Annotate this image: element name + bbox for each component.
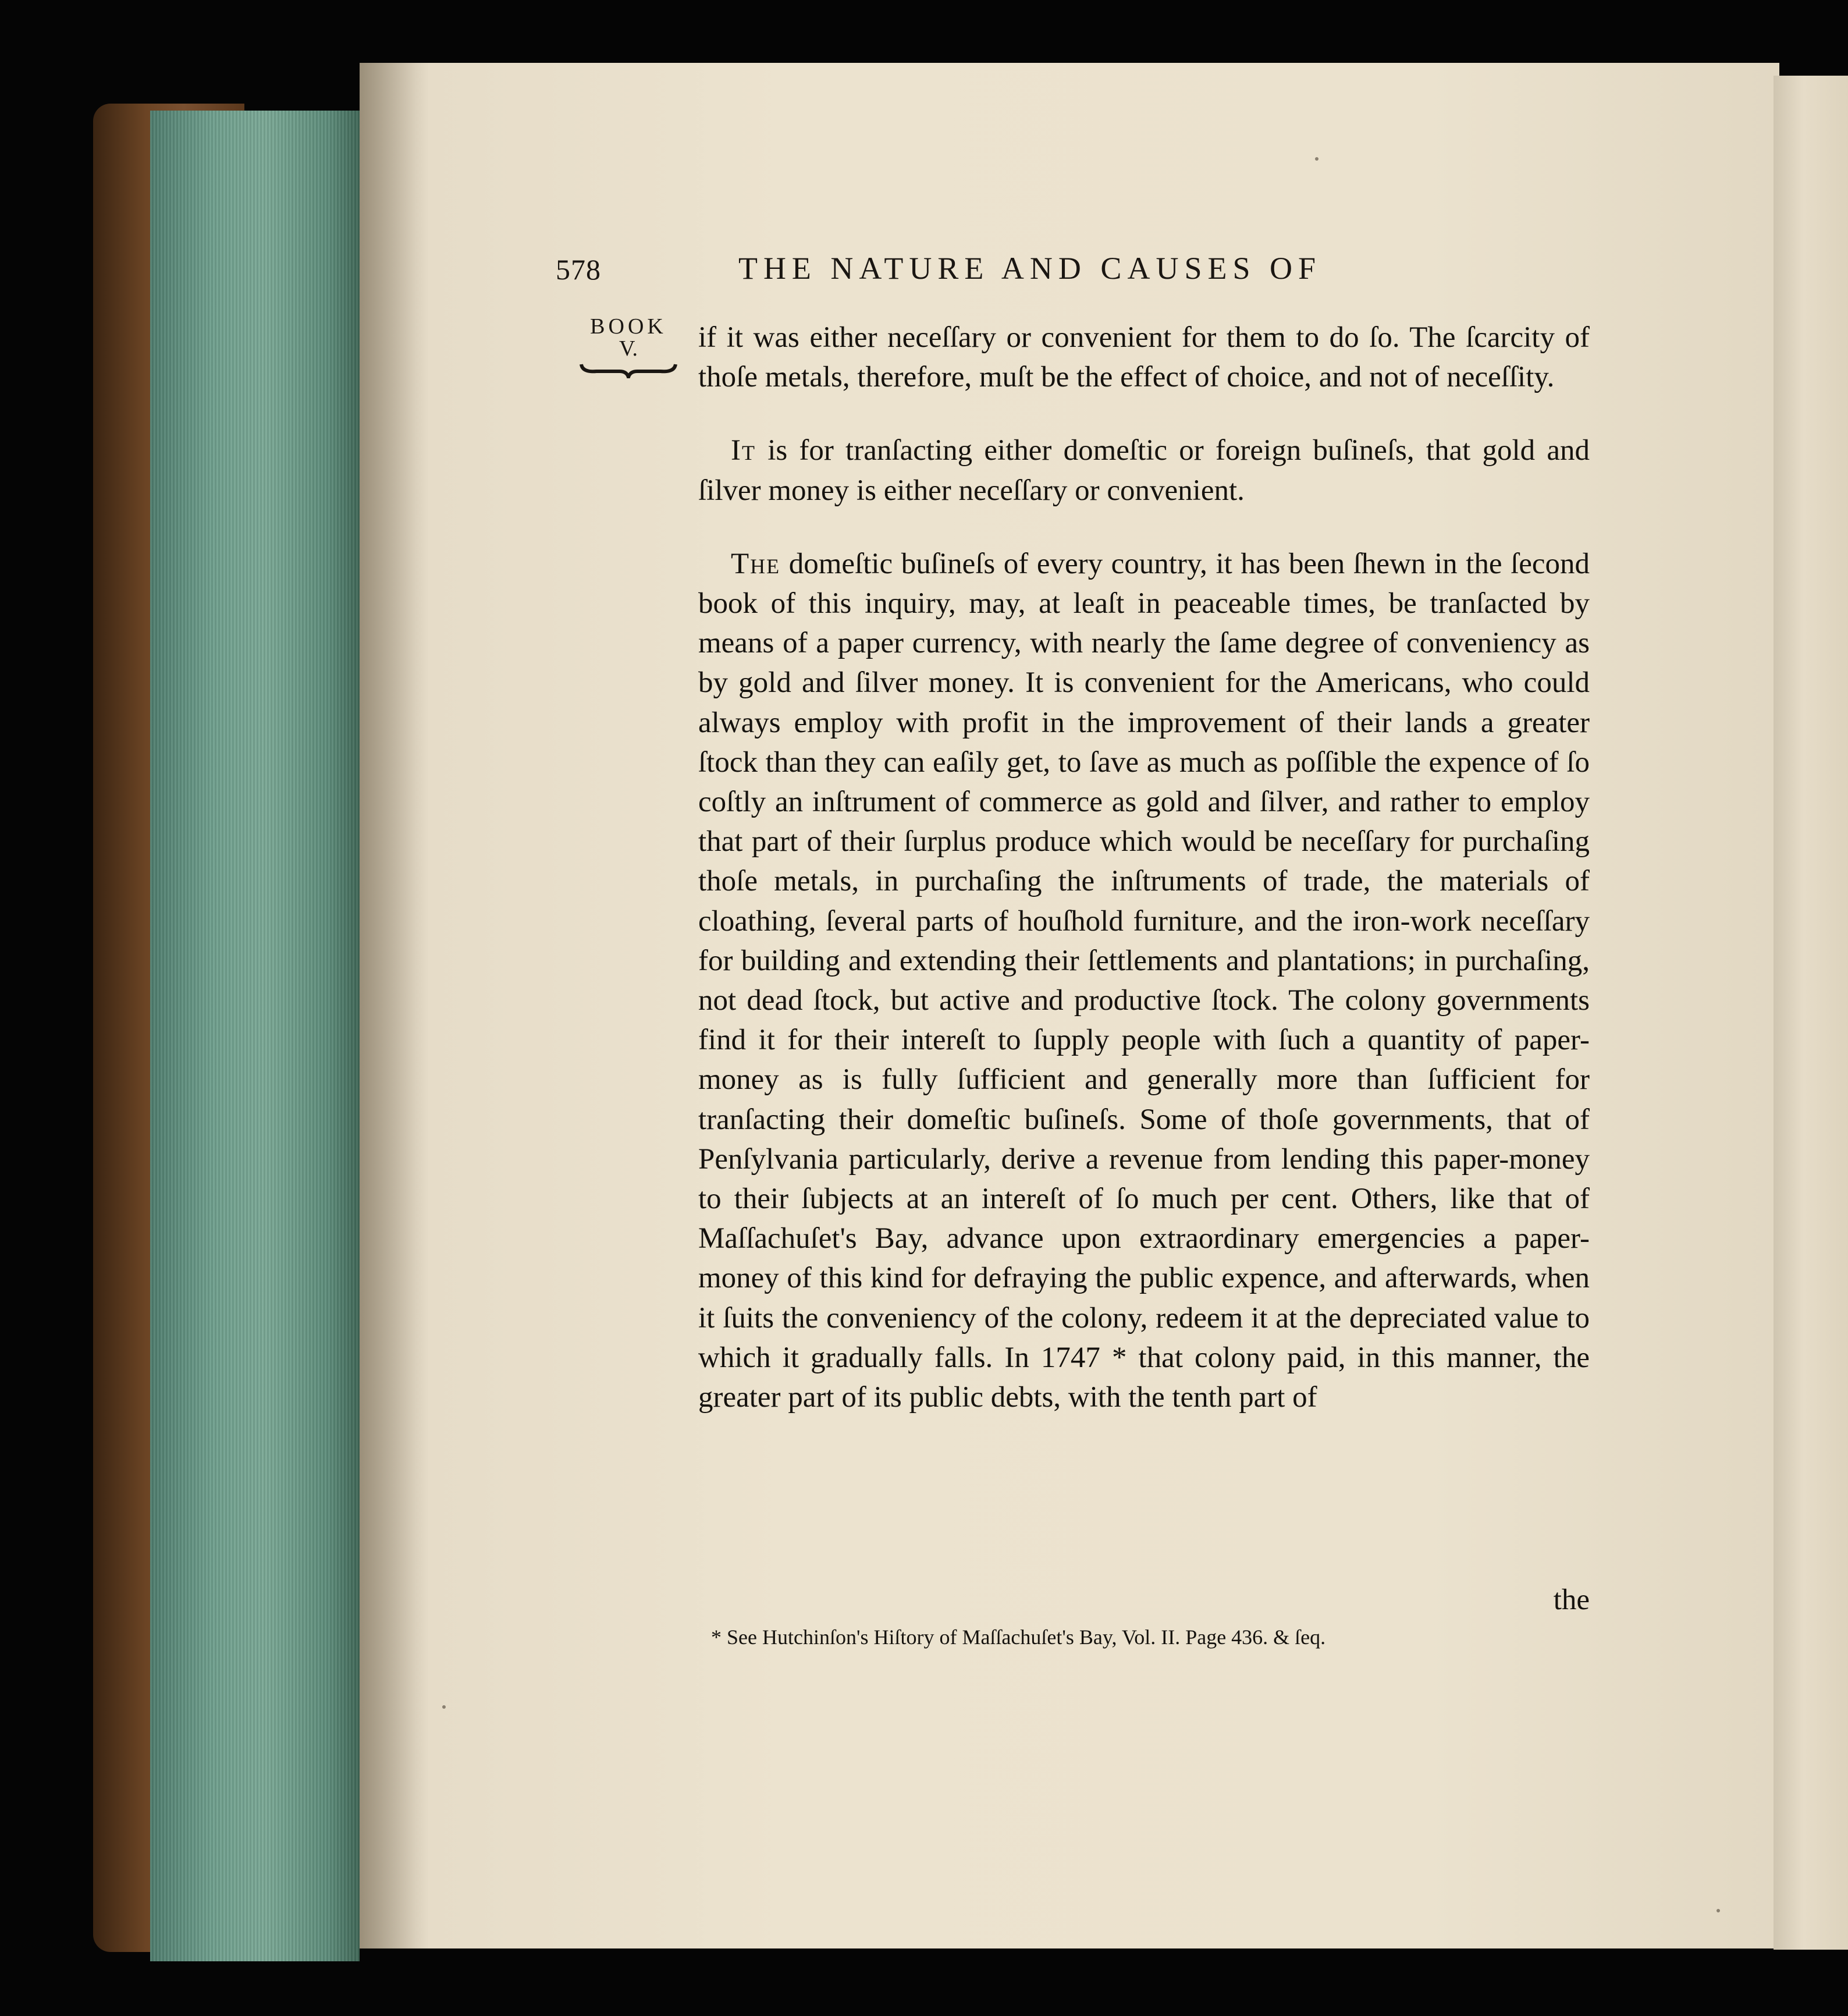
paper-speck (1716, 1909, 1720, 1912)
margin-book-number: V. (619, 336, 638, 361)
paper-speck (1315, 157, 1319, 161)
facing-page-edge (1774, 76, 1848, 1950)
footnote: * See Hutchinſon's Hiſtory of Maſſachuſet's Bay, Vol. II. Page 436. & ſeq. (711, 1625, 1326, 1649)
running-head-title: THE NATURE AND CAUSES OF (738, 251, 1322, 286)
paragraph-3-lead: The (731, 547, 781, 580)
running-head (556, 250, 1463, 297)
paragraph-3-text: domeſtic buſineſs of every country, it has been ſhewn in the ſecond book of this inquiry, may, at leaſt in peaceable times, be tranſacted by means of a paper currency, with nearly the ſame degree of conveniency as by gold and ſilver money. It is convenient for the Americans, who could always employ with profit in the improvement of their lands a greater ſtock than they can eaſily get, to ſave as much as poſſible the expence of ſo coſtly an inſtrument of commerce as gold and ſilver, and rather to employ that part of their ſurplus produce which would be neceſſary for purchaſing thoſe metals, in purchaſing the inſtruments of trade, the materials of cloathing, ſeveral parts of houſhold furniture, and the iron-work neceſſary for building and extending their ſettlements and plantations; in purchaſing, not dead ſtock, but active and productive ſtock. The colony governments find it for their intereſt to ſupply people with ſuch a quantity of paper-money as is fully ſufficient and generally more than ſufficient for tranſacting their domeſtic buſineſs. Some of thoſe governments, that of Penſylvania particularly, derive a revenue from lending this paper-money to their ſubjects at an intereſt of ſo much per cent. Others, like that of Maſſachuſet's Bay, advance upon extraordinary emergencies a paper-money of this kind for defraying the public expence, and afterwards, when it ſuits the conveniency of the colony, redeem it at the depreciated value to which it gradually falls. In 1747 * that colony paid, in this manner, the greater part of its public debts, with the tenth part of (698, 547, 1590, 1414)
paper-speck (442, 1705, 446, 1709)
paragraph-2-lead: It (731, 434, 756, 467)
catchword: the (1553, 1584, 1590, 1616)
paragraph-1: if it was either neceſſary or convenient for them to do ſo. The ſcarcity of thoſe metals, therefore, muſt be the effect of choice, and not of neceſſity. (698, 321, 1590, 394)
page-block-edges (150, 111, 360, 1961)
brace-ornament-icon (579, 361, 678, 378)
page-number: 578 (556, 253, 601, 286)
paragraph-2-text: is for tranſacting either domeſtic or foreign buſineſs, that gold and ſilver money is either neceſſary or convenient. (698, 434, 1590, 507)
margin-book-label: BOOK (590, 314, 667, 339)
paragraph-3 (698, 544, 1590, 1417)
paragraph-2 (698, 431, 1590, 510)
body-text (698, 318, 1590, 1417)
margin-note (576, 314, 681, 378)
gutter-shadow (360, 63, 429, 1948)
